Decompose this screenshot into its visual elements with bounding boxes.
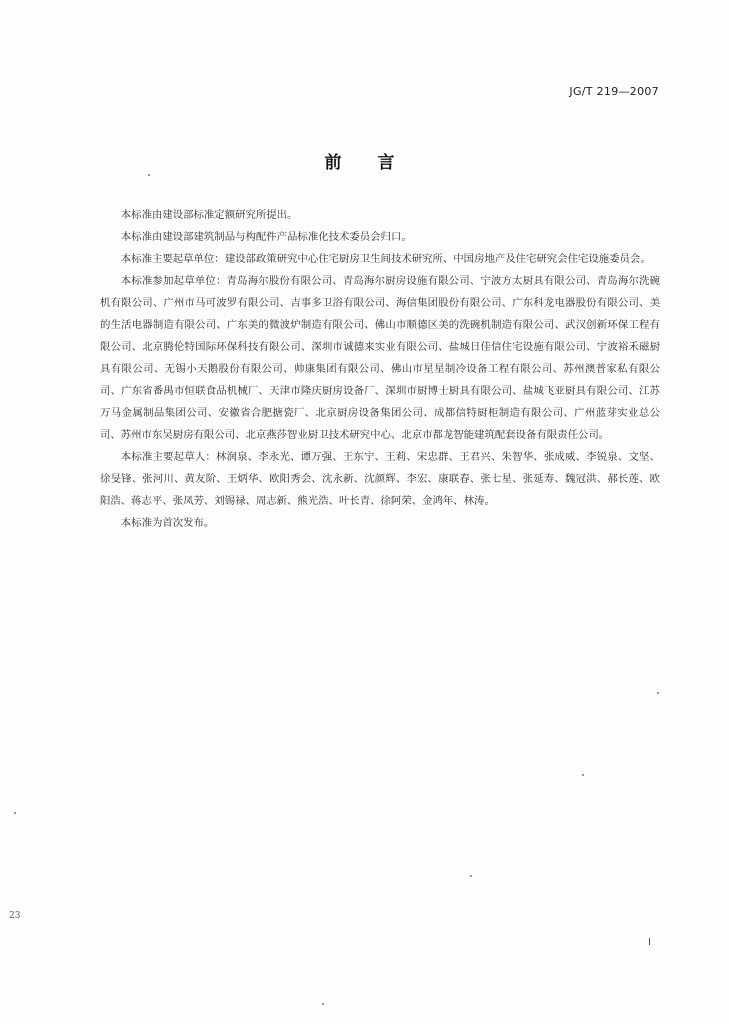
scan-speck xyxy=(322,1003,324,1005)
scan-speck xyxy=(14,812,16,814)
paragraph-participating-units: 本标准参加起草单位：青岛海尔股份有限公司、青岛海尔厨房设施有限公司、宁波方太厨具有限公司、青岛海尔洗碗机有限公司、广州市马可波罗有限公司、吉事多卫浴有限公司、海信集团股份有限公司、广东科龙电器股份有限公司、美的生活电器制造有限公司、广东美的微波炉制造有限公司、佛山市顺德区美的洗碗机制造有限公司、武汉创新环保工程有限公司、北京腾伦特国际环保科技有限公司、深圳市诚德来实业有限公司、盐城日佳信住宅设施有限公司、宁波裕禾磁厨具有限公司、无锡小天鹅股份有限公司、帅康集团有限公司、佛山市星星制冷设备工程有限公司、苏州澳普家私有限公司、广东省番禺市恒联食品机械厂、天津市隆庆厨房设备厂、深圳市厨博士厨具有限公司、盐城飞亚厨具有限公司、江苏万马金属制品集团公司、安徽省合肥搪瓷厂、北京厨房设备集团公司、成都信特厨柜制造有限公司、广州蓝芽实业总公司、苏州市东吴厨房有限公司、北京燕莎智业厨卫技术研究中心、北京市都龙智能建筑配套设备有限责任公司。 xyxy=(100,275,660,441)
page-number: I xyxy=(648,937,651,948)
scan-speck xyxy=(470,875,472,877)
scan-speck xyxy=(148,174,150,176)
scan-speck xyxy=(582,774,584,776)
paragraph-first-release: 本标准为首次发布。 xyxy=(120,517,215,529)
paragraph-jurisdiction: 本标准由建设部建筑制品与构配件产品标准化技术委员会归口。 xyxy=(120,231,412,243)
margin-mark: 23 xyxy=(9,911,21,921)
document-body xyxy=(100,204,660,534)
paragraph-main-drafting-unit: 本标准主要起草单位：建设部政策研究中心住宅厨房卫生间技术研究所、中国房地产及住宅研究会住宅设施委员会。 xyxy=(120,253,651,265)
standard-code: JG/T 219—2007 xyxy=(569,85,659,98)
paragraph-main-drafters: 本标准主要起草人：林润泉、李永光、谭万强、王东宁、王莉、宋忠群、王君兴、朱智华、张成威、李锐泉、文坚、徐旻锋、张河川、黄友阶、王炳华、欧阳秀会、沈永新、沈颜辉、李宏、康联春、张七星、张延寿、魏冠洪、郝长莲、欧阳浩、蒋志平、张凤芳、刘锡禄、周志新、熊光浩、叶长青、徐阿荣、金鸿年、林涛。 xyxy=(100,451,660,507)
scan-speck xyxy=(657,692,659,694)
paragraph-proposer: 本标准由建设部标准定额研究所提出。 xyxy=(120,209,298,221)
page-title: 前言 xyxy=(324,153,431,173)
